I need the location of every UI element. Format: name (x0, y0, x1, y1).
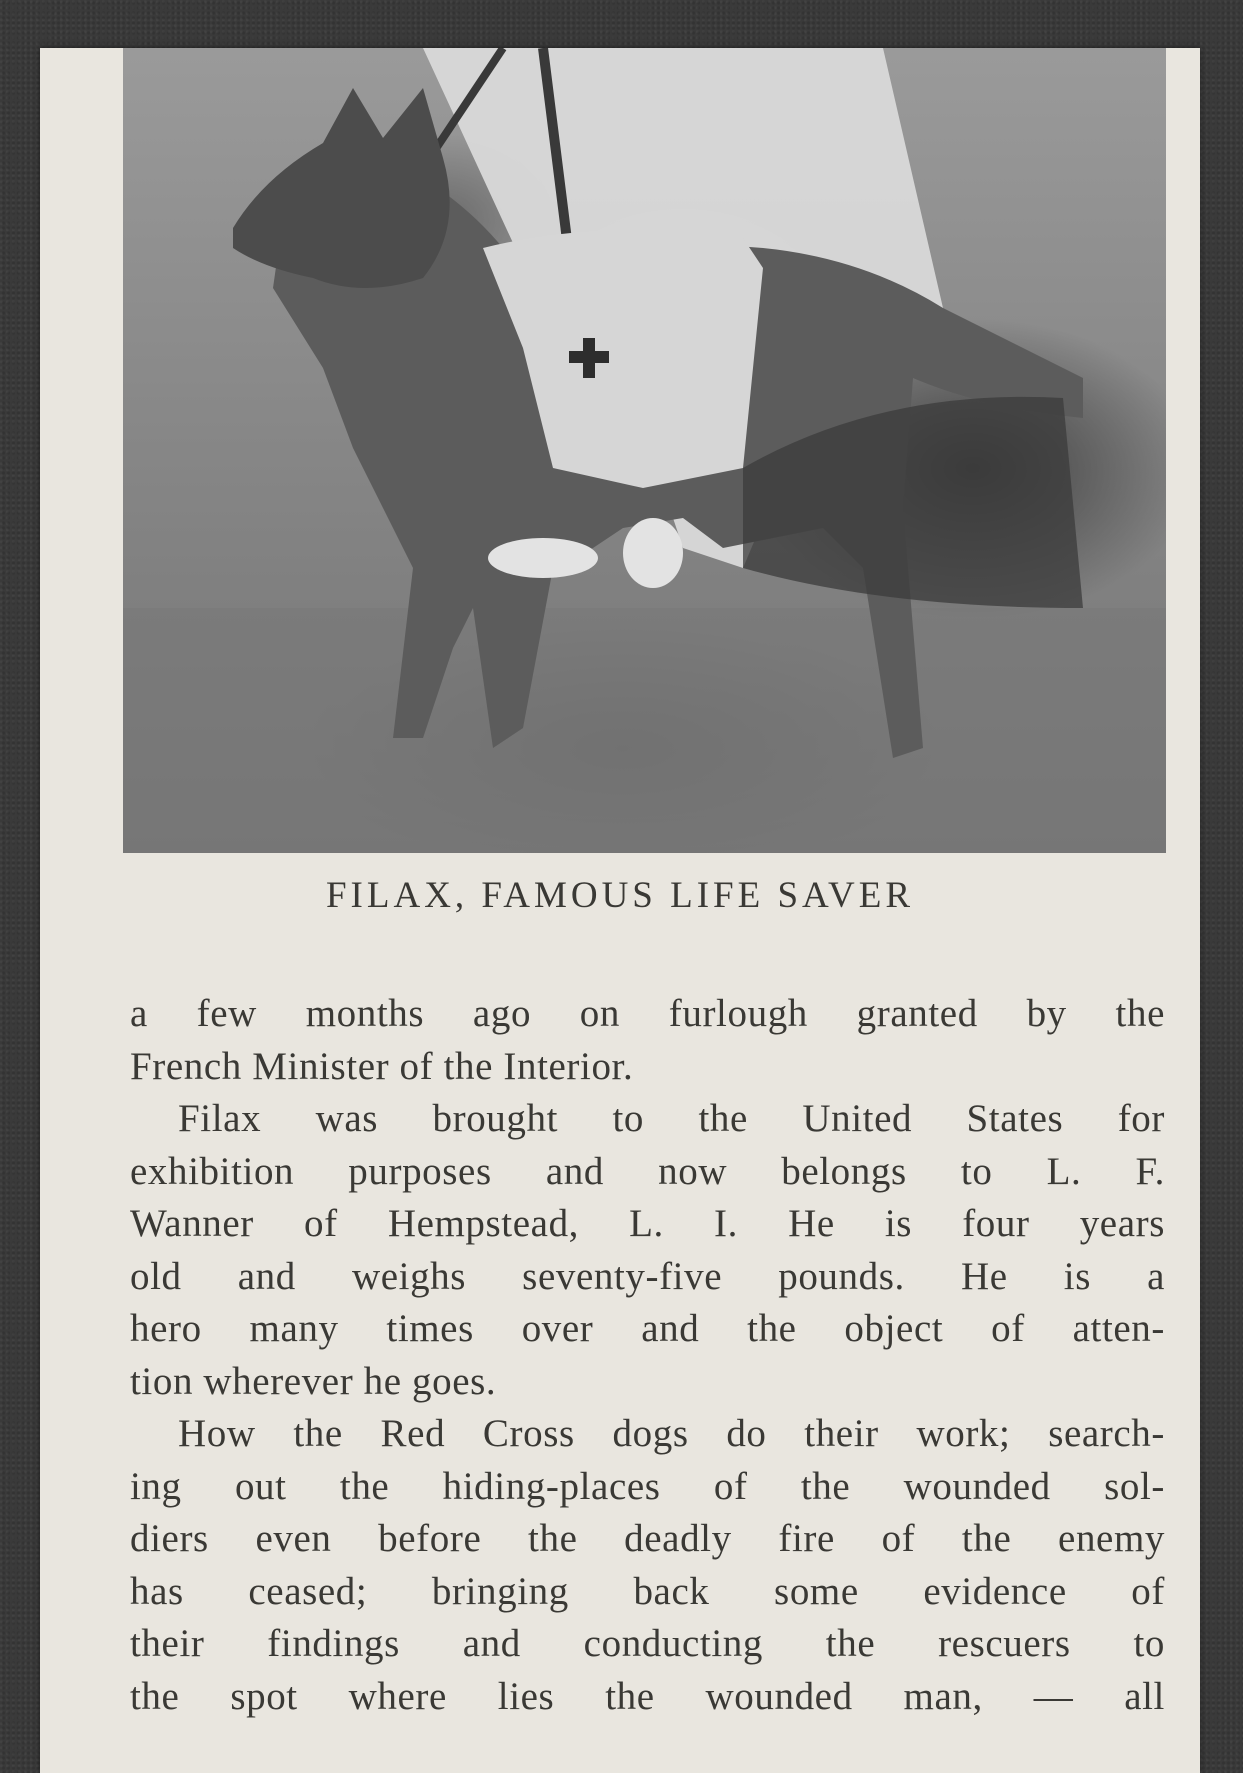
article-body (130, 988, 1165, 1723)
text-line: diers even before the deadly fire of the enemy (130, 1517, 1165, 1560)
text-line: has ceased; bringing back some evidence of (130, 1569, 1165, 1613)
text-line: old and weighs seventy-five pounds. He is a (130, 1254, 1165, 1298)
paragraph (130, 1093, 1165, 1408)
text-line: French Minister of the Interior. (130, 1044, 634, 1088)
text-line: hero many times over and the object of atten- (130, 1307, 1165, 1350)
text-line: ing out the hiding-places of the wounded sol- (130, 1464, 1165, 1508)
text-line: Wanner of Hempstead, L. I. He is four years (130, 1202, 1165, 1245)
text-line: a few months ago on furlough granted by the (130, 992, 1165, 1035)
text-line: the spot where lies the wounded man, — all (130, 1674, 1165, 1718)
paragraph (130, 988, 1165, 1093)
newspaper-clipping (40, 48, 1200, 1773)
dog-photo-illustration (123, 48, 1166, 853)
photo-caption: FILAX, FAMOUS LIFE SAVER (325, 875, 915, 916)
paragraph (130, 1408, 1165, 1723)
text-line: their findings and conducting the rescuers to (130, 1622, 1165, 1665)
text-line: How the Red Cross dogs do their work; search- (178, 1412, 1165, 1455)
dog-photo (123, 48, 1166, 853)
text-line: tion wherever he goes. (130, 1359, 497, 1403)
text-line: Filax was brought to the United States for (178, 1097, 1165, 1140)
text-line: exhibition purposes and now belongs to L. F. (130, 1149, 1165, 1193)
